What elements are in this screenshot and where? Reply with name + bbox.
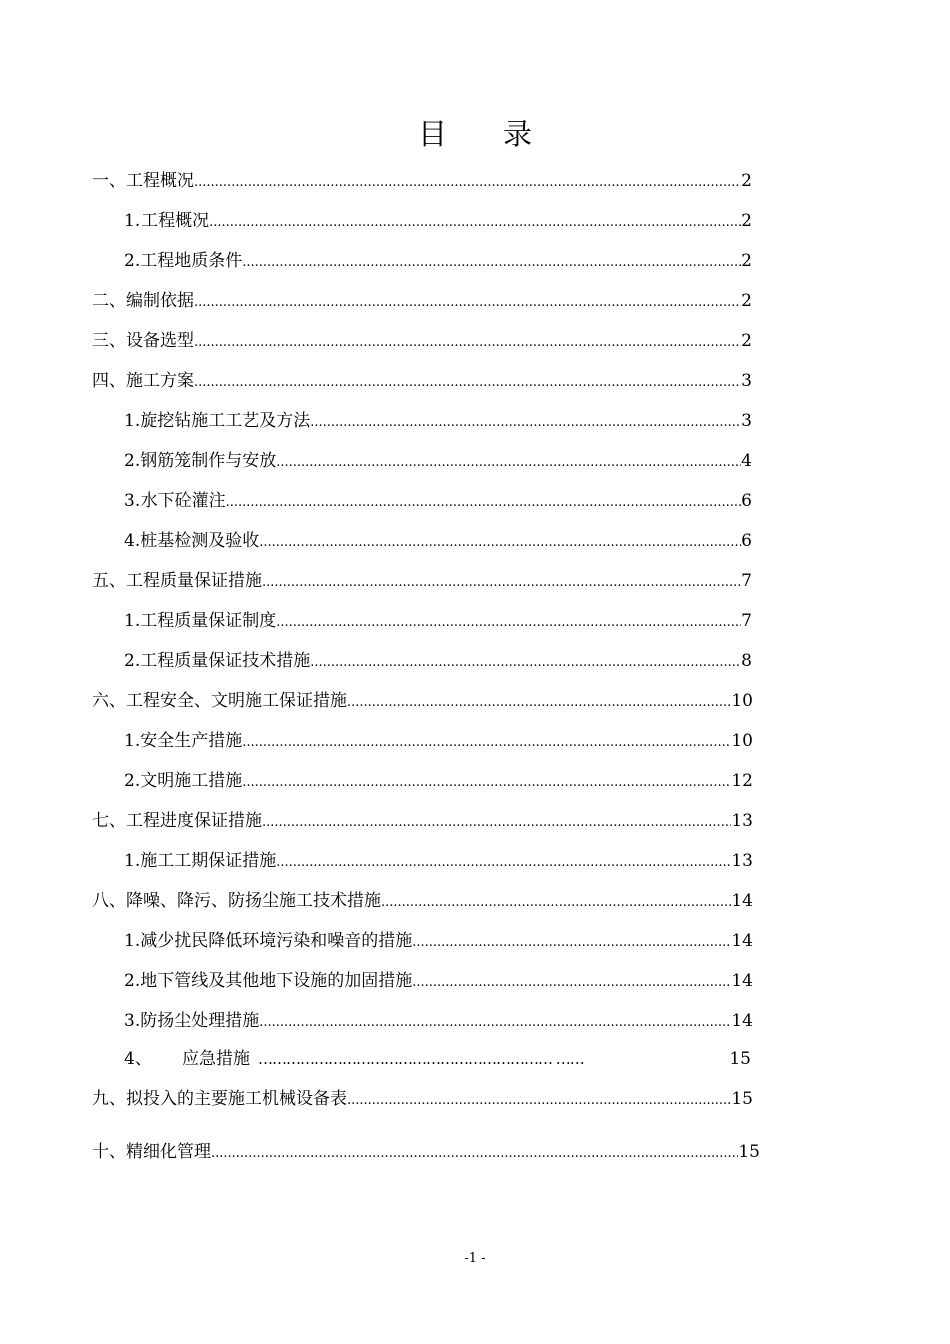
toc-entry-title: 施工工期保证措施	[140, 851, 277, 871]
toc-entry-leader	[310, 410, 741, 432]
toc-entry-title: 桩基检测及验收	[140, 531, 260, 551]
toc-entry-title: 工程进度保证措施	[126, 811, 262, 831]
toc-entry-number: 三、	[92, 331, 126, 351]
toc-entry-page: 10	[731, 731, 753, 751]
toc-entry-number: 九、	[92, 1089, 126, 1109]
toc-entry-leader: ……………………………………………………… ……	[258, 1050, 584, 1068]
toc-entry-page: 7	[741, 571, 752, 591]
toc-entry[interactable]	[124, 410, 752, 432]
toc-entry-number: 1.	[124, 731, 141, 751]
toc-entry-title: 精细化管理	[126, 1142, 211, 1162]
toc-entry-title: 应急措施	[182, 1049, 250, 1069]
toc-entry-title: 工程概况	[141, 211, 210, 231]
toc-entry-page: 8	[741, 651, 752, 671]
toc-entry-page: 15	[729, 1049, 751, 1069]
toc-entry-number: 2.	[124, 651, 141, 671]
toc-entry-leader	[194, 330, 741, 352]
toc-entry-page: 15	[731, 1089, 753, 1109]
toc-entry-number: 1.	[124, 851, 141, 871]
toc-entry[interactable]	[124, 210, 752, 232]
toc-entry-page: 6	[741, 531, 752, 551]
toc-entry-number: 四、	[92, 371, 126, 391]
toc-entry-page: 15	[738, 1142, 760, 1162]
toc-entry-number: 八、	[92, 891, 126, 911]
toc-entry-leader	[226, 490, 742, 512]
toc-entry-leader	[412, 930, 731, 952]
toc-entry-number: 4、	[124, 1049, 152, 1069]
toc-entry-page: 2	[741, 251, 752, 271]
toc-entry-title: 设备选型	[126, 331, 194, 351]
toc-entry-leader	[242, 770, 731, 792]
toc-entry-title: 防扬尘处理措施	[140, 1011, 260, 1031]
toc-entry-page: 14	[731, 891, 753, 911]
toc-entry-title: 钢筋笼制作与安放	[140, 451, 277, 471]
toc-entry[interactable]	[92, 1141, 760, 1163]
toc-title-char-2: 录	[503, 117, 533, 151]
toc-entry[interactable]	[124, 730, 753, 752]
toc-entry-number: 2.	[124, 451, 141, 471]
toc-entry-number: 1.	[124, 611, 141, 631]
toc-entry[interactable]	[124, 930, 753, 952]
toc-entry[interactable]	[92, 290, 752, 312]
toc-entry-number: 4.	[124, 531, 141, 551]
toc-entry[interactable]	[92, 370, 752, 392]
toc-entry-number: 六、	[92, 691, 126, 711]
toc-entry-title: 工程质量保证制度	[140, 611, 277, 631]
toc-entry-title: 工程地质条件	[140, 251, 243, 271]
toc-entry-number: 1.	[124, 931, 141, 951]
toc-entry-leader	[194, 170, 741, 192]
toc-entry-leader	[276, 850, 731, 872]
toc-entry[interactable]	[124, 490, 752, 512]
toc-entry-title: 工程质量保证技术措施	[140, 651, 311, 671]
toc-entry[interactable]	[92, 570, 752, 592]
toc-entry-leader	[381, 890, 731, 912]
toc-entry-number: 七、	[92, 811, 126, 831]
toc-entry-leader	[347, 1088, 731, 1110]
toc-entry-title: 安全生产措施	[140, 731, 243, 751]
toc-entry[interactable]	[124, 1010, 753, 1032]
toc-entry-leader	[194, 290, 741, 312]
toc-entry-title: 施工方案	[126, 371, 194, 391]
toc-entry-leader	[211, 1141, 738, 1163]
toc-entry-page: 14	[731, 1011, 753, 1031]
page-number-footer: -1 -	[464, 1251, 486, 1266]
toc-entry-page: 2	[741, 171, 752, 191]
toc-entry-title: 降噪、降污、防扬尘施工技术措施	[126, 891, 381, 911]
toc-entry-title: 工程概况	[126, 171, 194, 191]
toc-entry-title: 水下砼灌注	[140, 491, 226, 511]
toc-entry[interactable]	[92, 890, 753, 912]
toc-entry-leader	[310, 650, 741, 672]
toc-entry-leader	[194, 370, 741, 392]
toc-entry-page: 2	[741, 331, 752, 351]
toc-entry-number: 3.	[124, 1011, 141, 1031]
toc-entry[interactable]	[92, 810, 753, 832]
toc-entry[interactable]	[124, 650, 752, 672]
toc-entry-page: 4	[741, 451, 752, 471]
toc-entry-number: 1.	[124, 411, 141, 431]
toc-entry-page: 2	[741, 291, 752, 311]
toc-entry[interactable]	[92, 170, 752, 192]
toc-entry[interactable]	[124, 250, 752, 272]
toc-entry-page: 7	[741, 611, 752, 631]
toc-entry-number: 1.	[124, 211, 141, 231]
toc-entry-number: 2.	[124, 251, 141, 271]
toc-entry[interactable]	[124, 850, 753, 872]
toc-entry[interactable]	[92, 1088, 753, 1110]
toc-entry[interactable]	[124, 1048, 751, 1070]
toc-entry-leader	[262, 570, 741, 592]
toc-entry-page: 13	[731, 811, 753, 831]
toc-entry[interactable]	[124, 970, 753, 992]
toc-entry-number: 二、	[92, 291, 126, 311]
toc-entry-title: 旋挖钻施工工艺及方法	[140, 411, 311, 431]
toc-entry-leader	[242, 250, 741, 272]
toc-entry-page: 2	[741, 211, 752, 231]
toc-entry[interactable]	[124, 610, 752, 632]
toc-entry-number: 十、	[92, 1142, 126, 1162]
toc-entry-leader	[259, 530, 741, 552]
toc-entry-page: 3	[741, 411, 752, 431]
toc-entry-leader	[259, 1010, 731, 1032]
toc-entry-leader	[242, 730, 731, 752]
toc-entry[interactable]	[124, 450, 752, 472]
toc-entry-leader	[276, 610, 741, 632]
toc-entry-number: 3.	[124, 491, 141, 511]
toc-entry-title: 减少扰民降低环境污染和噪音的措施	[140, 931, 413, 951]
toc-entry-number: 2.	[124, 771, 141, 791]
toc-entry-title: 工程质量保证措施	[126, 571, 262, 591]
toc-entry-leader	[347, 690, 731, 712]
toc-entry-page: 14	[731, 931, 753, 951]
toc-entry-title: 工程安全、文明施工保证措施	[126, 691, 347, 711]
toc-entry-title: 编制依据	[126, 291, 194, 311]
toc-entry[interactable]	[92, 690, 753, 712]
toc-entry-title: 地下管线及其他地下设施的加固措施	[140, 971, 413, 991]
toc-entry-page: 3	[741, 371, 752, 391]
toc-entry-number: 一、	[92, 171, 126, 191]
toc-entry-title: 文明施工措施	[140, 771, 243, 791]
toc-entry-page: 12	[731, 771, 753, 791]
toc-entry-page: 14	[731, 971, 753, 991]
toc-entry-title: 拟投入的主要施工机械设备表	[126, 1089, 347, 1109]
toc-entry[interactable]	[124, 530, 752, 552]
toc-entry-number: 五、	[92, 571, 126, 591]
toc-entry-leader	[209, 210, 741, 232]
toc-entry-leader	[262, 810, 731, 832]
toc-entry-leader	[276, 450, 741, 472]
toc-entry[interactable]	[124, 770, 753, 792]
toc-title-char-1: 目	[417, 117, 447, 151]
toc-entry-page: 13	[731, 851, 753, 871]
toc-entry[interactable]	[92, 330, 752, 352]
toc-entry-leader	[412, 970, 731, 992]
toc-entry-number: 2.	[124, 971, 141, 991]
toc-entry-page: 6	[741, 491, 752, 511]
toc-entry-page: 10	[731, 691, 753, 711]
